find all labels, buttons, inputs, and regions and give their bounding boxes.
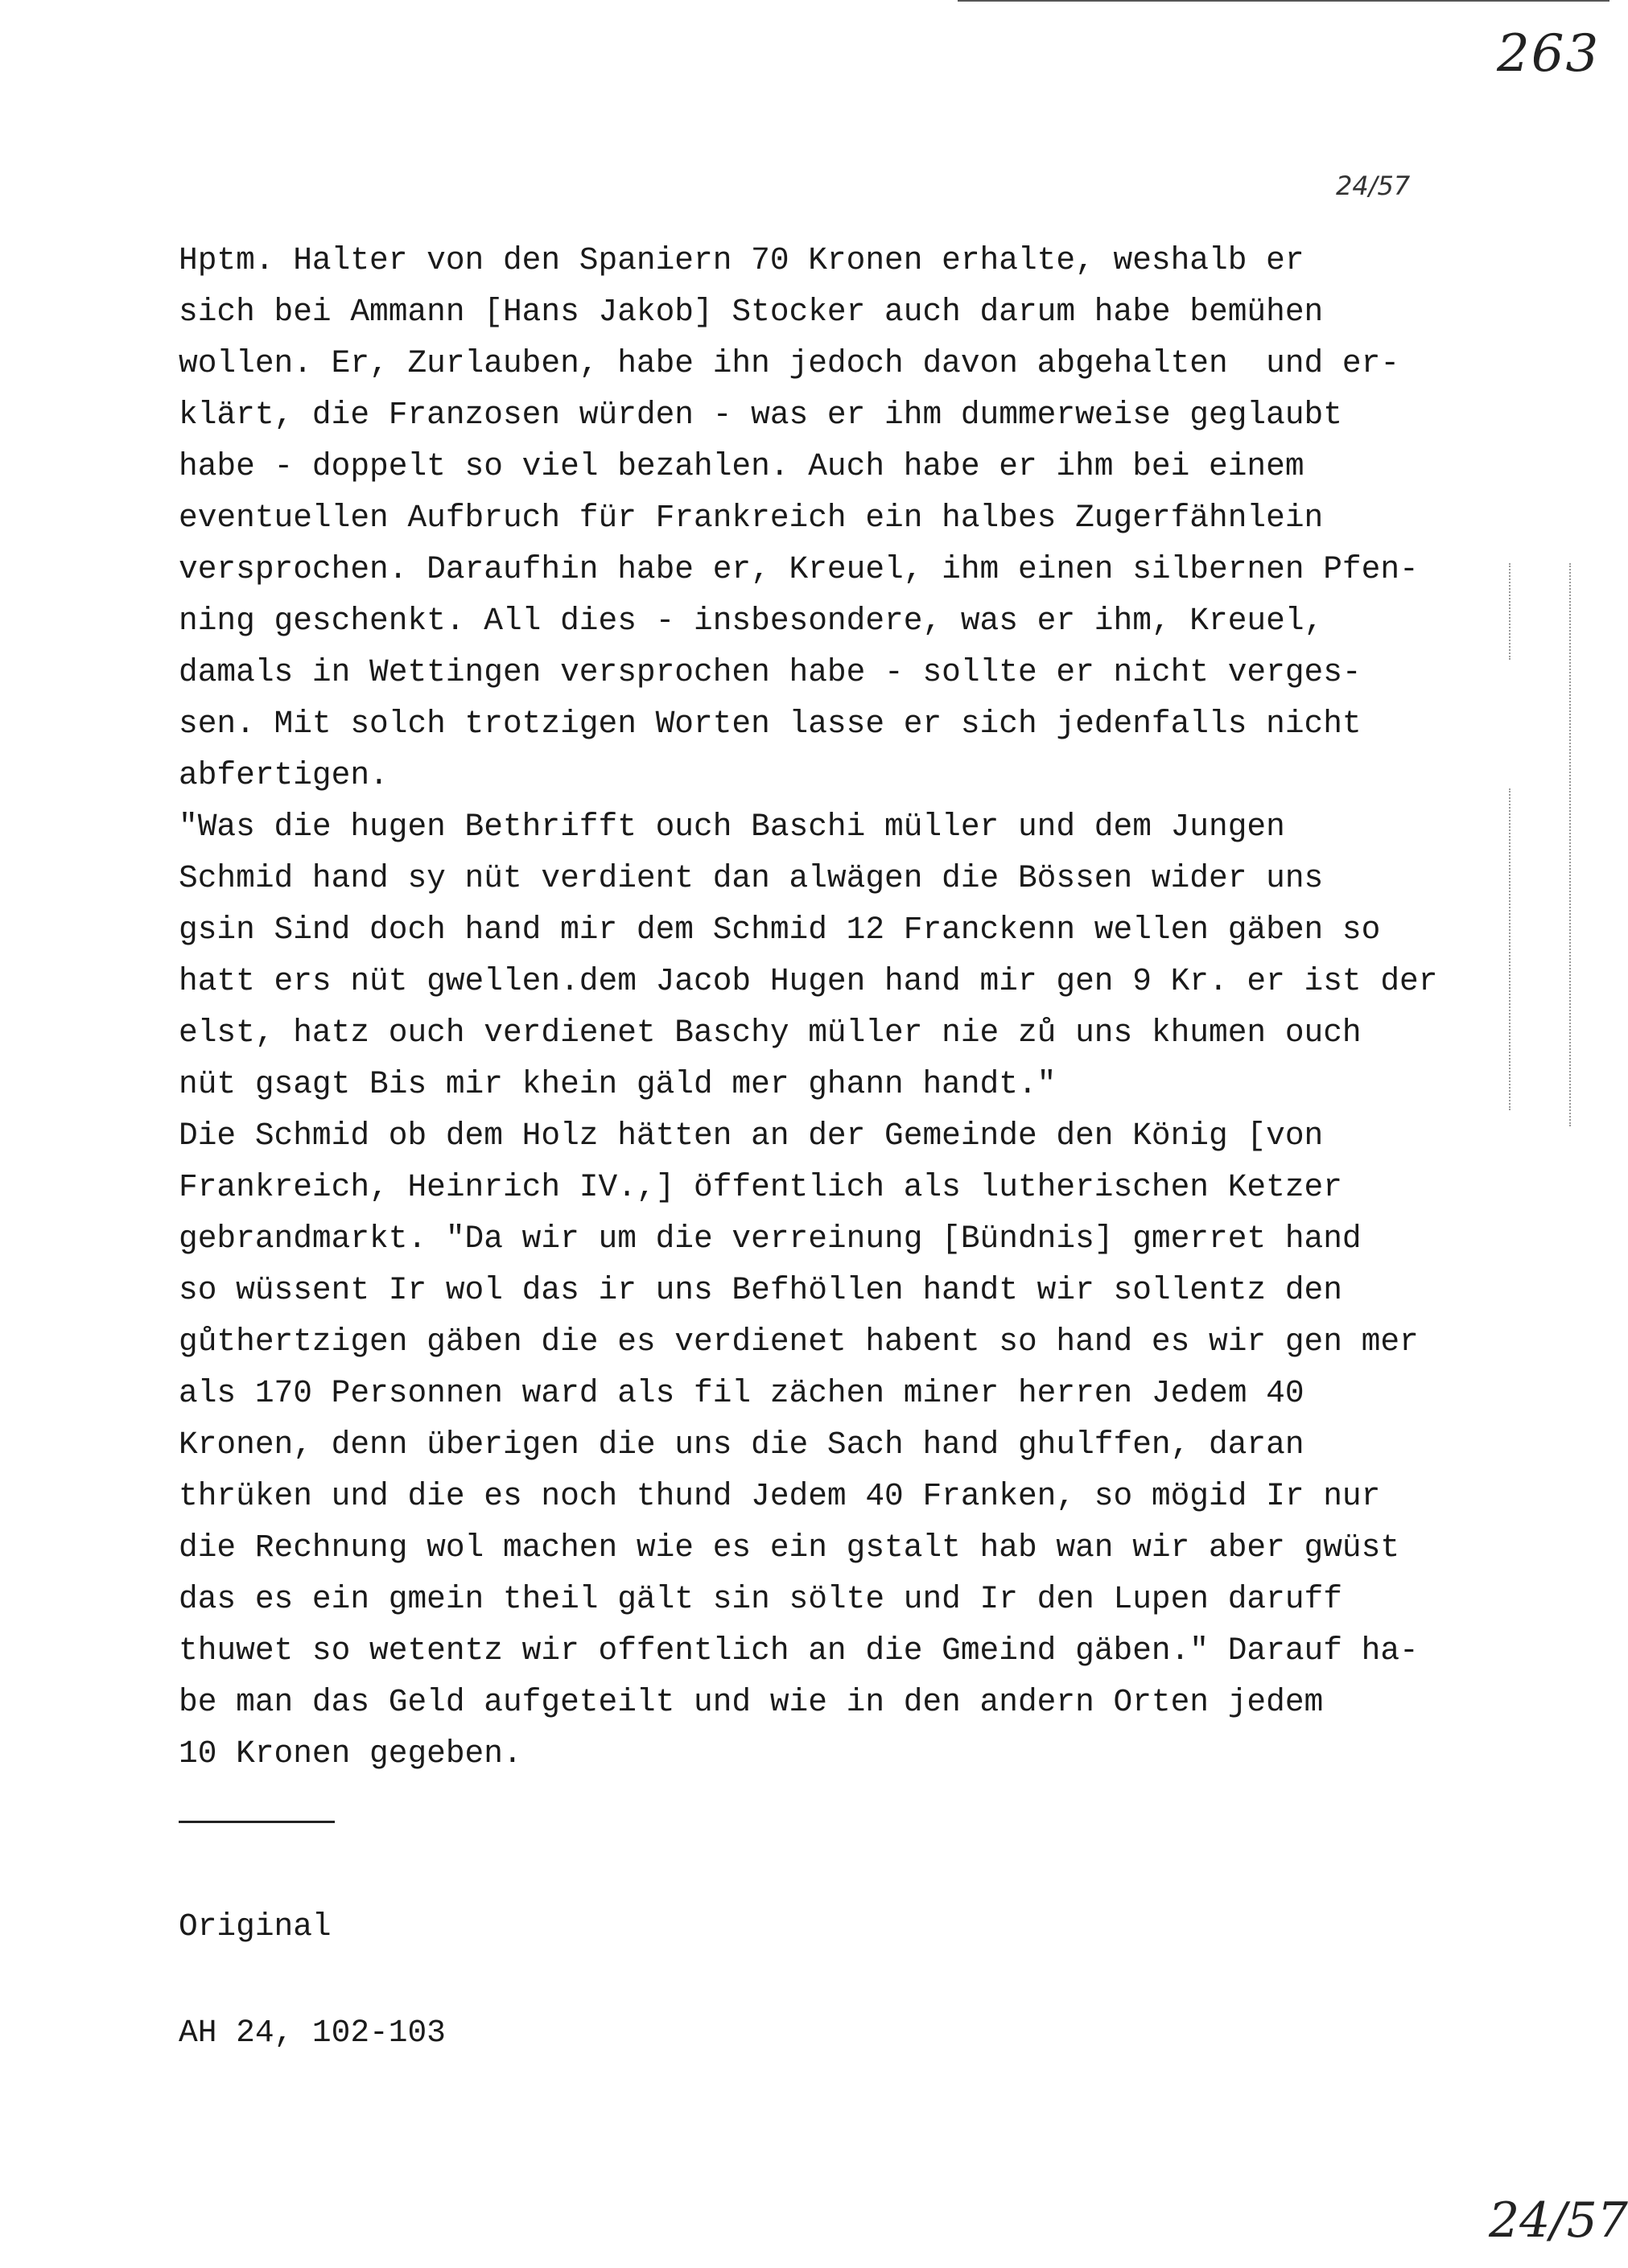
text-line: nüt gsagt Bis mir khein gäld mer ghann handt." [179,1066,1057,1102]
typed-page-reference: 24/57 [1336,171,1411,201]
margin-mark [1569,563,1571,1126]
text-line: Frankreich, Heinrich IV.,] öffentlich als lutherischen Ketzer [179,1169,1342,1205]
text-line: thrüken und die es noch thund Jedem 40 Franken, so mögid Ir nur [179,1478,1381,1514]
footnote-separator [179,1821,335,1823]
text-line: thuwet so wetentz wir offentlich an die Gmeind gäben." Darauf ha- [179,1632,1419,1669]
text-line: das es ein gmein theil gält sin sölte und Ir den Lupen daruff [179,1581,1342,1617]
text-line: Hptm. Halter von den Spaniern 70 Kronen erhalte, weshalb er [179,242,1304,278]
text-line: hatt ers nüt gwellen.dem Jacob Hugen hand mir gen 9 Kr. er ist der [179,963,1438,999]
source-label: Original [179,1908,332,1945]
text-line: elst, hatz ouch verdienet Baschy müller nie zů uns khumen ouch [179,1015,1362,1051]
text-line: versprochen. Daraufhin habe er, Kreuel, ihm einen silbernen Pfen- [179,551,1419,587]
top-edge-rule [958,0,1609,2]
source-note [179,1838,446,2086]
text-line: gebrandmarkt. "Da wir um die verreinung [Bündnis] gmerret hand [179,1220,1362,1257]
text-line: klärt, die Franzosen würden - was er ihm dummerweise geglaubt [179,397,1342,433]
text-line: wollen. Er, Zurlauben, habe ihn jedoch davon abgehalten und er- [179,345,1400,381]
text-line: "Was die hugen Bethrifft ouch Baschi müller und dem Jungen [179,809,1285,845]
handwritten-reference: 24/57 [1489,2192,1628,2249]
margin-mark [1509,788,1511,1110]
text-line: sen. Mit solch trotzigen Worten lasse er sich jedenfalls nicht [179,706,1362,742]
text-line: habe - doppelt so viel bezahlen. Auch habe er ihm bei einem [179,448,1304,484]
text-line: die Rechnung wol machen wie es ein gstalt hab wan wir aber gwüst [179,1529,1400,1566]
text-line: sich bei Ammann [Hans Jakob] Stocker auch darum habe bemühen [179,294,1324,330]
text-line: damals in Wettingen versprochen habe - sollte er nicht verges- [179,654,1362,690]
text-line: be man das Geld aufgeteilt und wie in den andern Orten jedem [179,1684,1324,1720]
handwritten-page-number: 263 [1497,24,1601,84]
text-line: gsin Sind doch hand mir dem Schmid 12 Franckenn wellen gäben so [179,912,1381,948]
text-line: Die Schmid ob dem Holz hätten an der Gemeinde den König [von [179,1118,1324,1154]
text-line: Kronen, denn überigen die uns die Sach hand ghulffen, daran [179,1426,1304,1463]
text-line: Schmid hand sy nüt verdient dan alwägen die Bössen wider uns [179,860,1324,896]
text-line: eventuellen Aufbruch für Frankreich ein halbes Zugerfähnlein [179,500,1324,536]
document-body [179,235,1437,1780]
text-line: abfertigen. [179,757,389,793]
source-reference: AH 24, 102-103 [179,2015,446,2051]
text-line: ning geschenkt. All dies - insbesondere, was er ihm, Kreuel, [179,603,1324,639]
text-line: gůthertzigen gäben die es verdienet habent so hand es wir gen mer [179,1323,1419,1360]
margin-mark [1509,563,1511,660]
text-line: so wüssent Ir wol das ir uns Befhöllen handt wir sollentz den [179,1272,1342,1308]
text-line: 10 Kronen gegeben. [179,1735,522,1772]
text-line: als 170 Personnen ward als fil zächen miner herren Jedem 40 [179,1375,1304,1411]
